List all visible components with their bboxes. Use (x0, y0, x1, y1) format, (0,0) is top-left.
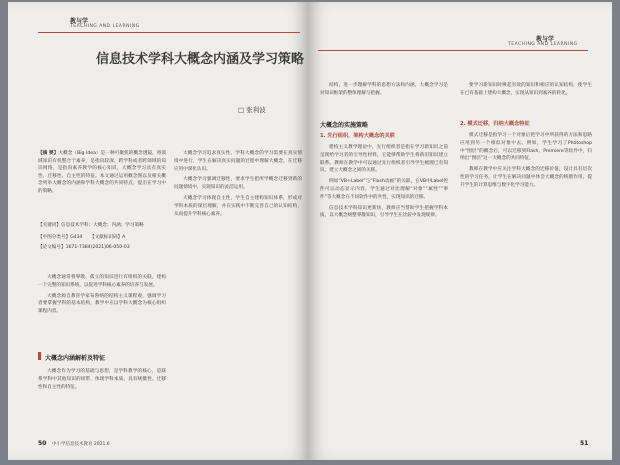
right-page (308, 2, 612, 460)
abstract-text: 大概念（Big Idea）是一种可聚焦的概念透镜，将领域知识有机整合于素养，是指向较深、跨学科或者跨领域的知识网络，是指向素养教学的核心知识，大概念学习具有真实性、迁移性、自主性的特征。本文通过运用概念图以及相关概念列举大概念的内涵和学科大概念的共同特点，提出在学习中的策略。 (38, 151, 167, 194)
left-page (8, 2, 308, 460)
abstract (38, 150, 166, 196)
journal-footer: 中小学信息技术教育 2021.6 (52, 442, 110, 447)
article-id: 【论文编号】1671-7384(2021)06-050-03 (38, 245, 130, 250)
column-label-en: TEACHING AND LEARNING (70, 24, 140, 29)
section-heading: 大概念的实施策略 (320, 122, 369, 129)
column-label: 教与学 (70, 18, 89, 25)
paragraph: 大概念学习强调迁移性，要求学生把所学概念迁移到新的问题情境中，实现知识的灵活运用。 (174, 177, 302, 191)
doc-code: 【文献标识码】A (90, 235, 126, 240)
article-title: 信息技术学科大概念内涵及学习策略 (96, 52, 305, 67)
paragraph: 例如“VB+Label”与“Flash动画”的关联，在VB中Label控件可以动态显示内容，学生通过对比理解“对象”“属性”“事件”等大概念在不同软件中的共性，实现知识的迁移。 (320, 179, 448, 200)
paragraph: 信息技术学科知识更新快，教师应当帮助学生把握学科本质，以大概念统整零散知识，引导学生在比较中发现规律。 (320, 205, 448, 219)
paragraph: 大概念通常将零散、孤立的知识进行有组织的关联，建构一个完整的知识系统，以促进学科核心素养的培养与发展。 (38, 275, 166, 288)
header-rule (318, 50, 588, 51)
header-rule (38, 32, 300, 33)
left-col1-text (38, 274, 166, 319)
subsection-heading: 2. 模式迁移，归纳大概念特征 (460, 121, 530, 127)
column-label-en: TEACHING AND LEARNING (508, 42, 578, 47)
column-label: 教与学 (536, 36, 555, 43)
paragraph: 模式迁移是指学习一个对象后把学习中所获得的方法和思路应用到另一个相似对象中去。例如，学生学习了Photoshop中“图层”的概念后，可以迁移到Flash、Premiere等软件中，归纳出“图层”这一大概念的共同特征。 (460, 133, 592, 162)
right-col2-text (460, 132, 592, 193)
paragraph: 大概念源自教育学家布鲁纳的结构主义课程观，强调学习者要掌握学科的基本结构，教学中应以学科大概念为核心组织课程内容。 (38, 293, 166, 315)
left-col2-text (174, 150, 302, 221)
paragraph: 结构，进一步理解学科的思想方法和内涵，大概念学习是对知识框架的整体理解与把握。 (320, 83, 448, 96)
paragraph: 教师在教学中应关注学科大概念的迁移价值，设计具有层次性的学习任务，让学生在解决问题中体会大概念的统摄作用，提升学生的计算思维与数字化学习能力。 (460, 167, 592, 188)
abstract-label: 【摘 要】 (38, 151, 59, 156)
left-col1-after (38, 368, 166, 394)
right-col2-intro (460, 82, 592, 101)
section-heading: 大概念内涵解析及特征 (45, 355, 106, 362)
paragraph: 要学习新知识时唤起有效的知识和相应的认知结构，使学生在已有基础上建构大概念，实现从知识到素养的转化。 (460, 83, 592, 96)
author-name: □ 张利波 (238, 106, 266, 114)
paragraph: 大概念学习追求真实性、学科大概念的学习需要在真实情境中进行，学生在解决真实问题的过程中理解大概念，在迁移应用中深化认识。 (174, 151, 302, 172)
right-col1-text (320, 144, 448, 223)
keywords: 【关键词】信息技术学科；大概念；内涵；学习策略 (38, 223, 144, 228)
right-col1-intro (320, 82, 448, 101)
page-number: 51 (580, 440, 589, 447)
clc-number: 【中图分类号】G434 (38, 235, 83, 240)
page-number: 50 (38, 440, 47, 447)
subsection-heading: 1. 先行组织，架构大概念的关联 (320, 133, 395, 139)
paragraph: 建构主义教学理论中，先行组织者是指在学习新知识之前呈现给学习者的引导性材料，它能够帮助学生将新旧知识建立联系。教师在教学中可以通过先行组织者引导学生梳理已有知识，建立大概念之间的关联。 (320, 145, 448, 174)
paragraph: 大概念学习体现自主性，学生自主建构知识体系，形成对学科本质的深层理解，并在实践中不断完善自己的认知结构，从而提升学科核心素养。 (174, 195, 302, 217)
section-marker (38, 352, 41, 360)
paragraph: 大概念作为学习的基础与思想，是学科教学的核心，是联系学科中其他知识的纽带，体现学科本质，具有统摄性、迁移性和自主性的特征。 (38, 369, 166, 390)
